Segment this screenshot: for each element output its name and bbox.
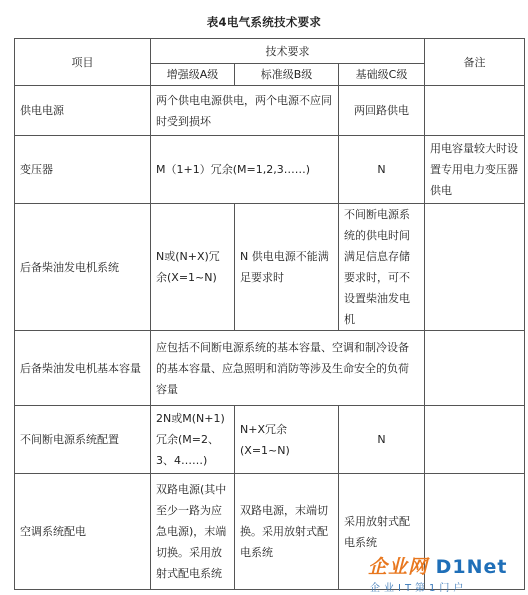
header-tech-requirements: 技术要求 (151, 39, 425, 64)
watermark-brand (368, 552, 508, 579)
row-remark: 用电容量较大时设置专用电力变压器供电 (425, 136, 525, 204)
electrical-requirements-table (14, 38, 525, 590)
row-remark (425, 406, 525, 474)
table-title: 表4电气系统技术要求 (206, 15, 322, 29)
row-remark (425, 204, 525, 331)
d1net-watermark-logo (360, 552, 528, 595)
header-item: 项目 (15, 39, 151, 86)
row-level-c: N (339, 136, 425, 204)
header-level-b: 标准级B级 (235, 64, 339, 86)
row-remark (425, 86, 525, 136)
row-level-a: 双路电源(其中至少一路为应急电源)，末端切换。采用放射式配电系统 (151, 474, 235, 590)
row-level-b: 双路电源，末端切换。采用放射式配电系统 (235, 474, 339, 590)
row-item-label: 后备柴油发电机系统 (15, 204, 151, 331)
watermark-brand-en: D1Net (435, 556, 508, 578)
table-row (15, 331, 525, 406)
row-level-c: 两回路供电 (339, 86, 425, 136)
row-level-b: N 供电电源不能满足要求时 (235, 204, 339, 331)
row-level-c: 不间断电源系统的供电时间满足信息存储要求时，可不设置柴油发电机 (339, 204, 425, 331)
watermark-tagline: 企业IT第1门户 (370, 583, 468, 594)
row-level-b: N+X冗余(X=1~N) (235, 406, 339, 474)
row-level-c: N (339, 406, 425, 474)
row-level-ab: M（1+1）冗余(M=1,2,3……) (151, 136, 339, 204)
row-item-label: 不间断电源系统配置 (15, 406, 151, 474)
row-remark (425, 331, 525, 406)
row-level-abc: 应包括不间断电源系统的基本容量、空调和制冷设备的基本容量、应急照明和消防等涉及生命安全的负荷容量 (151, 331, 425, 406)
row-level-a: 2N或M(N+1)冗余(M=2、3、4……) (151, 406, 235, 474)
row-level-a: N或(N+X)冗余(X=1~N) (151, 204, 235, 331)
row-item-label: 后备柴油发电机基本容量 (15, 331, 151, 406)
table-row (15, 86, 525, 136)
row-level-ab: 两个供电电源供电，两个电源不应同时受到损坏 (151, 86, 339, 136)
table-row (15, 406, 525, 474)
header-remark: 备注 (425, 39, 525, 86)
row-item-label: 变压器 (15, 136, 151, 204)
watermark-brand-cn: 企业网 (368, 556, 429, 578)
row-item-label: 供电电源 (15, 86, 151, 136)
header-row-1 (15, 39, 525, 64)
row-item-label: 空调系统配电 (15, 474, 151, 590)
header-level-c: 基础级C级 (339, 64, 425, 86)
table-row (15, 136, 525, 204)
row-level-c: 采用放射式配电系统 (339, 474, 425, 590)
header-level-a: 增强级A级 (151, 64, 235, 86)
table-row (15, 204, 525, 331)
